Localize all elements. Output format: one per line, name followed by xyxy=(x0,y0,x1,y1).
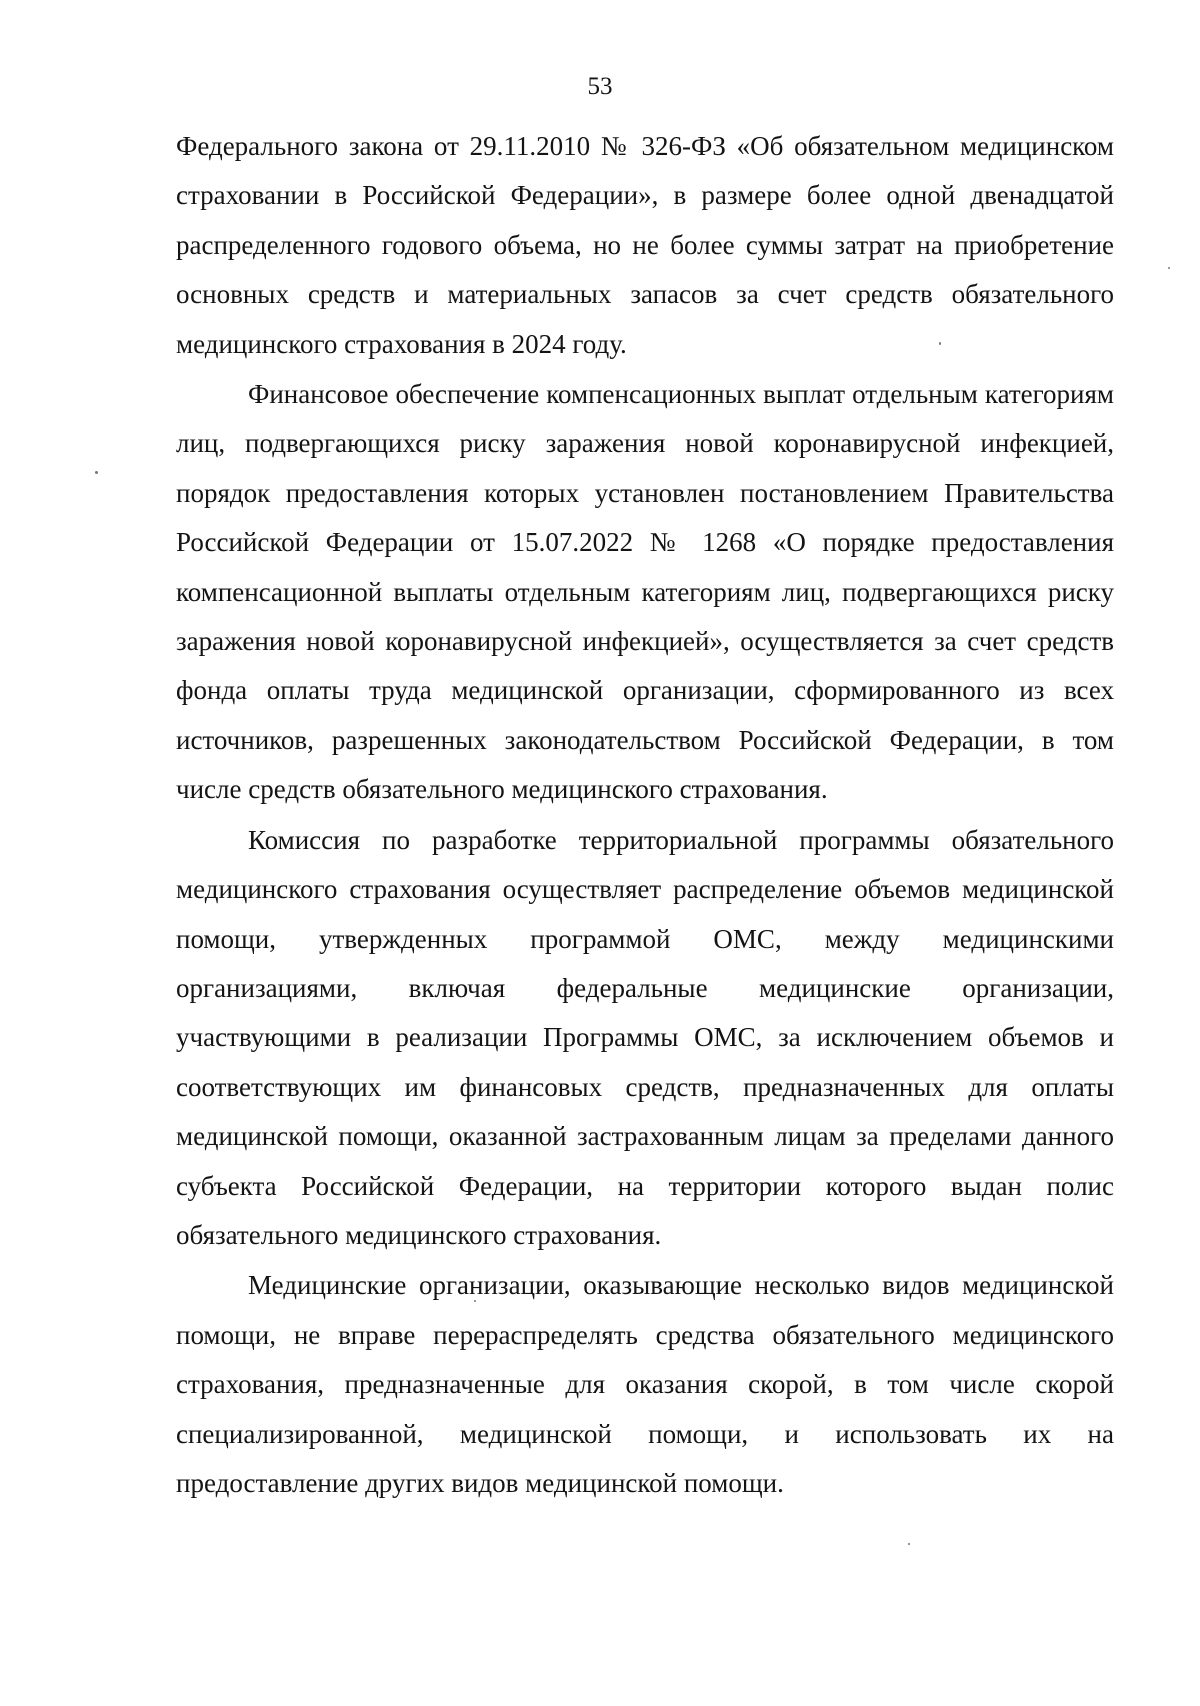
scan-speck xyxy=(474,1300,476,1302)
document-body xyxy=(176,122,1114,1508)
paragraph-4: Медицинские организации, оказывающие несколько видов медицинской помощи, не вправе перераспределять средства обязательного медицинского страхования, предназначенные для оказания скорой, в том числе скорой специализированной, медицинской помощи, и использовать их на предоставление других видов медицинской помощи. xyxy=(176,1270,1114,1498)
paragraph-1: Федерального закона от 29.11.2010 № 326-ФЗ «Об обязательном медицинском страховании в Российской Федерации», в размере более одной двенадцатой распределенного годового объема, но не более суммы затрат на приобретение основных средств и материальных запасов за счет средств обязательного медицинского страхования в 2024 году. xyxy=(176,131,1114,359)
paragraph-2: Финансовое обеспечение компенсационных выплат отдельным категориям лиц, подвергающихся риску заражения новой коронавирусной инфекцией, порядок предоставления которых установлен постановлением Правительства Российской Федерации от 15.07.2022 № 1268 «О порядке предоставления компенсационной выплаты отдельным категориям лиц, подвергающихся риску заражения новой коронавирусной инфекцией», осуществляется за счет средств фонда оплаты труда медицинской организации, сформированного из всех источников, разрешенных законодательством Российской Федерации, в том числе средств обязательного медицинского страхования. xyxy=(176,379,1114,805)
page-number: 53 xyxy=(587,73,613,100)
scan-speck xyxy=(908,1543,910,1545)
scan-speck xyxy=(95,471,98,474)
paragraph-3: Комиссия по разработке территориальной программы обязательного медицинского страхования осуществляет распределение объемов медицинской помощи, утвержденных программой ОМС, между медицинскими организациями, включая федеральные медицинские организации, участвующими в реализации Программы ОМС, за исключением объемов и соответствующих им финансовых средств, предназначенных для оплаты медицинской помощи, оказанной застрахованным лицам за пределами данного субъекта Российской Федерации, на территории которого выдан полис обязательного медицинского страхования. xyxy=(176,824,1114,1250)
scan-speck xyxy=(1168,267,1170,269)
scan-speck xyxy=(939,342,941,345)
